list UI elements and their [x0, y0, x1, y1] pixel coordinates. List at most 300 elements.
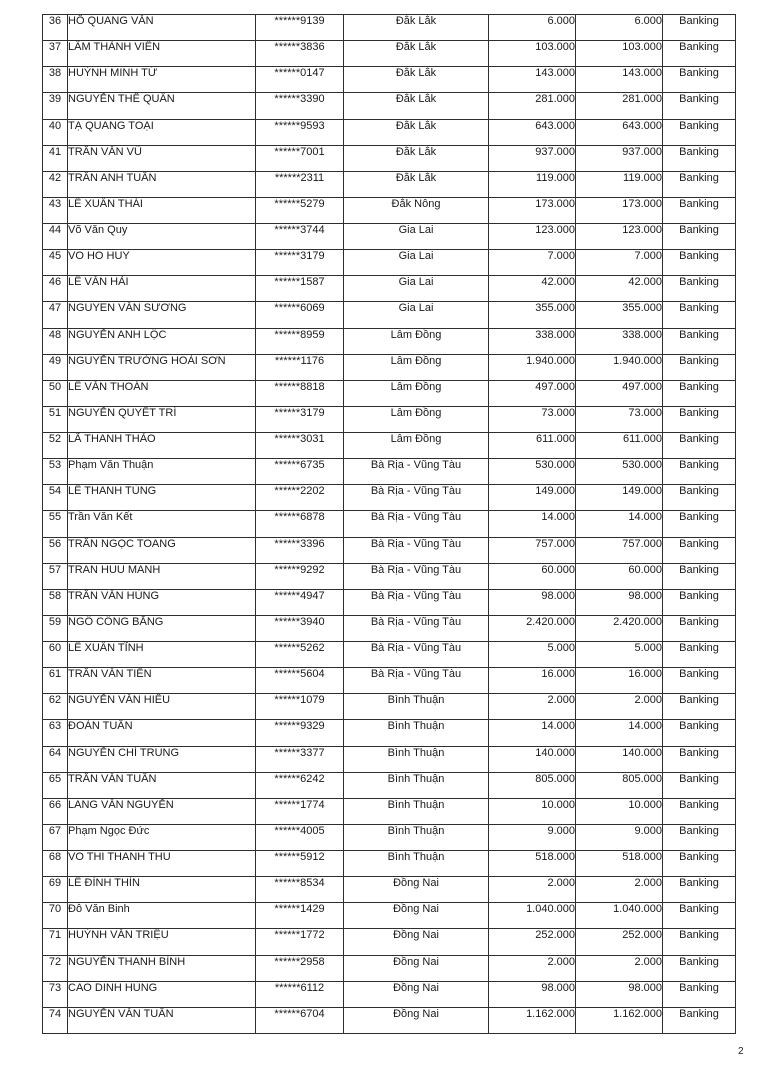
- amount-confirmed-cell: 73.000: [576, 406, 663, 432]
- payment-method-cell: Banking: [663, 903, 736, 929]
- amount-cell: 2.000: [489, 877, 576, 903]
- masked-account-cell: ******2311: [256, 171, 344, 197]
- amount-cell: 518.000: [489, 851, 576, 877]
- payment-method-cell: Banking: [663, 250, 736, 276]
- row-number-cell: 48: [43, 328, 68, 354]
- province-cell: Đồng Nai: [344, 1007, 489, 1033]
- masked-account-cell: ******0147: [256, 67, 344, 93]
- row-number-cell: 46: [43, 276, 68, 302]
- amount-confirmed-cell: 6.000: [576, 15, 663, 41]
- amount-cell: 6.000: [489, 15, 576, 41]
- row-number-cell: 67: [43, 824, 68, 850]
- amount-cell: 611.000: [489, 433, 576, 459]
- province-cell: Đồng Nai: [344, 955, 489, 981]
- row-number-cell: 45: [43, 250, 68, 276]
- province-cell: Lâm Đồng: [344, 406, 489, 432]
- donor-name-cell: TRAN HUU MANH: [68, 563, 256, 589]
- amount-confirmed-cell: 140.000: [576, 746, 663, 772]
- amount-confirmed-cell: 2.000: [576, 955, 663, 981]
- table-row: [43, 354, 736, 380]
- donor-name-cell: NGUYỄN THẾ QUÂN: [68, 93, 256, 119]
- donor-name-cell: TRẦN VĂN HÙNG: [68, 589, 256, 615]
- amount-cell: 338.000: [489, 328, 576, 354]
- row-number-cell: 50: [43, 380, 68, 406]
- donor-name-cell: TRẦN VĂN TIẾN: [68, 668, 256, 694]
- amount-cell: 16.000: [489, 668, 576, 694]
- amount-cell: 173.000: [489, 197, 576, 223]
- amount-confirmed-cell: 1.162.000: [576, 1007, 663, 1033]
- payment-method-cell: Banking: [663, 459, 736, 485]
- table-row: [43, 824, 736, 850]
- payment-method-cell: Banking: [663, 955, 736, 981]
- table-row: [43, 877, 736, 903]
- table-row: [43, 224, 736, 250]
- payment-method-cell: Banking: [663, 328, 736, 354]
- masked-account-cell: ******8818: [256, 380, 344, 406]
- payment-method-cell: Banking: [663, 589, 736, 615]
- payment-method-cell: Banking: [663, 406, 736, 432]
- table-row: [43, 511, 736, 537]
- amount-cell: 1.040.000: [489, 903, 576, 929]
- masked-account-cell: ******1429: [256, 903, 344, 929]
- payment-method-cell: Banking: [663, 485, 736, 511]
- amount-confirmed-cell: 16.000: [576, 668, 663, 694]
- province-cell: Bà Rịa - Vũng Tàu: [344, 511, 489, 537]
- amount-confirmed-cell: 1.940.000: [576, 354, 663, 380]
- donor-name-cell: Võ Văn Quy: [68, 224, 256, 250]
- row-number-cell: 71: [43, 929, 68, 955]
- masked-account-cell: ******4947: [256, 589, 344, 615]
- province-cell: Bà Rịa - Vũng Tàu: [344, 537, 489, 563]
- payment-method-cell: Banking: [663, 41, 736, 67]
- amount-confirmed-cell: 643.000: [576, 119, 663, 145]
- payment-method-cell: Banking: [663, 197, 736, 223]
- amount-cell: 10.000: [489, 798, 576, 824]
- amount-confirmed-cell: 9.000: [576, 824, 663, 850]
- row-number-cell: 73: [43, 981, 68, 1007]
- masked-account-cell: ******2202: [256, 485, 344, 511]
- row-number-cell: 42: [43, 171, 68, 197]
- amount-confirmed-cell: 98.000: [576, 589, 663, 615]
- amount-confirmed-cell: 173.000: [576, 197, 663, 223]
- payment-method-cell: Banking: [663, 433, 736, 459]
- donor-name-cell: TRẦN ANH TUẤN: [68, 171, 256, 197]
- masked-account-cell: ******6735: [256, 459, 344, 485]
- province-cell: Bình Thuận: [344, 772, 489, 798]
- donor-name-cell: LÊ VĂN THOÁN: [68, 380, 256, 406]
- amount-cell: 757.000: [489, 537, 576, 563]
- row-number-cell: 47: [43, 302, 68, 328]
- payment-method-cell: Banking: [663, 537, 736, 563]
- amount-cell: 530.000: [489, 459, 576, 485]
- amount-cell: 14.000: [489, 511, 576, 537]
- payment-method-cell: Banking: [663, 851, 736, 877]
- province-cell: Đồng Nai: [344, 981, 489, 1007]
- donor-name-cell: NGUYỄN THANH BÌNH: [68, 955, 256, 981]
- amount-confirmed-cell: 60.000: [576, 563, 663, 589]
- payment-method-cell: Banking: [663, 93, 736, 119]
- row-number-cell: 61: [43, 668, 68, 694]
- row-number-cell: 39: [43, 93, 68, 119]
- row-number-cell: 57: [43, 563, 68, 589]
- province-cell: Bình Thuận: [344, 798, 489, 824]
- row-number-cell: 64: [43, 746, 68, 772]
- table-row: [43, 981, 736, 1007]
- payment-method-cell: Banking: [663, 119, 736, 145]
- masked-account-cell: ******3179: [256, 406, 344, 432]
- masked-account-cell: ******6878: [256, 511, 344, 537]
- row-number-cell: 40: [43, 119, 68, 145]
- amount-confirmed-cell: 338.000: [576, 328, 663, 354]
- row-number-cell: 44: [43, 224, 68, 250]
- table-row: [43, 171, 736, 197]
- amount-cell: 252.000: [489, 929, 576, 955]
- payment-method-cell: Banking: [663, 877, 736, 903]
- province-cell: Bà Rịa - Vũng Tàu: [344, 459, 489, 485]
- donor-name-cell: VO THI THANH THU: [68, 851, 256, 877]
- payment-method-cell: Banking: [663, 824, 736, 850]
- donor-name-cell: LÊ XUÂN THÁI: [68, 197, 256, 223]
- donor-name-cell: HỒ QUANG VĂN: [68, 15, 256, 41]
- amount-cell: 60.000: [489, 563, 576, 589]
- masked-account-cell: ******3836: [256, 41, 344, 67]
- province-cell: Bình Thuận: [344, 746, 489, 772]
- amount-cell: 281.000: [489, 93, 576, 119]
- table-row: [43, 929, 736, 955]
- province-cell: Bà Rịa - Vũng Tàu: [344, 668, 489, 694]
- amount-cell: 2.000: [489, 694, 576, 720]
- table-row: [43, 746, 736, 772]
- amount-cell: 2.420.000: [489, 615, 576, 641]
- amount-confirmed-cell: 757.000: [576, 537, 663, 563]
- masked-account-cell: ******3179: [256, 250, 344, 276]
- donor-name-cell: NGÔ CÔNG BẰNG: [68, 615, 256, 641]
- payment-method-cell: Banking: [663, 67, 736, 93]
- amount-cell: 355.000: [489, 302, 576, 328]
- table-row: [43, 119, 736, 145]
- province-cell: Bà Rịa - Vũng Tàu: [344, 615, 489, 641]
- amount-cell: 9.000: [489, 824, 576, 850]
- row-number-cell: 60: [43, 642, 68, 668]
- payment-method-cell: Banking: [663, 15, 736, 41]
- row-number-cell: 69: [43, 877, 68, 903]
- table-row: [43, 772, 736, 798]
- row-number-cell: 36: [43, 15, 68, 41]
- row-number-cell: 68: [43, 851, 68, 877]
- payment-method-cell: Banking: [663, 746, 736, 772]
- province-cell: Đắk Lắk: [344, 93, 489, 119]
- amount-confirmed-cell: 42.000: [576, 276, 663, 302]
- masked-account-cell: ******1079: [256, 694, 344, 720]
- payment-method-cell: Banking: [663, 668, 736, 694]
- amount-confirmed-cell: 7.000: [576, 250, 663, 276]
- amount-confirmed-cell: 98.000: [576, 981, 663, 1007]
- amount-confirmed-cell: 518.000: [576, 851, 663, 877]
- donor-name-cell: Đỗ Văn Binh: [68, 903, 256, 929]
- amount-confirmed-cell: 5.000: [576, 642, 663, 668]
- donor-name-cell: TRẦN VĂN TUẤN: [68, 772, 256, 798]
- row-number-cell: 49: [43, 354, 68, 380]
- row-number-cell: 70: [43, 903, 68, 929]
- donor-table: [42, 14, 736, 1034]
- table-row: [43, 589, 736, 615]
- masked-account-cell: ******3031: [256, 433, 344, 459]
- table-row: [43, 433, 736, 459]
- province-cell: Đắk Lắk: [344, 67, 489, 93]
- donor-name-cell: CAO DINH HUNG: [68, 981, 256, 1007]
- payment-method-cell: Banking: [663, 171, 736, 197]
- masked-account-cell: ******8959: [256, 328, 344, 354]
- payment-method-cell: Banking: [663, 145, 736, 171]
- donor-name-cell: NGUYỄN VĂN HIẾU: [68, 694, 256, 720]
- amount-confirmed-cell: 252.000: [576, 929, 663, 955]
- donor-name-cell: VO HO HUY: [68, 250, 256, 276]
- donor-name-cell: NGUYỄN QUYẾT TRÍ: [68, 406, 256, 432]
- masked-account-cell: ******6069: [256, 302, 344, 328]
- masked-account-cell: ******2958: [256, 955, 344, 981]
- masked-account-cell: ******1176: [256, 354, 344, 380]
- donor-name-cell: NGUYỄN VĂN TUẤN: [68, 1007, 256, 1033]
- row-number-cell: 58: [43, 589, 68, 615]
- payment-method-cell: Banking: [663, 380, 736, 406]
- table-row: [43, 668, 736, 694]
- amount-confirmed-cell: 355.000: [576, 302, 663, 328]
- payment-method-cell: Banking: [663, 511, 736, 537]
- row-number-cell: 53: [43, 459, 68, 485]
- province-cell: Gia Lai: [344, 250, 489, 276]
- row-number-cell: 72: [43, 955, 68, 981]
- masked-account-cell: ******1774: [256, 798, 344, 824]
- table-row: [43, 851, 736, 877]
- payment-method-cell: Banking: [663, 929, 736, 955]
- donor-name-cell: TRẦN VĂN VŨ: [68, 145, 256, 171]
- amount-cell: 119.000: [489, 171, 576, 197]
- amount-cell: 805.000: [489, 772, 576, 798]
- donor-name-cell: LÃ THANH THẢO: [68, 433, 256, 459]
- donor-name-cell: Trần Văn Kết: [68, 511, 256, 537]
- amount-cell: 643.000: [489, 119, 576, 145]
- row-number-cell: 74: [43, 1007, 68, 1033]
- masked-account-cell: ******3744: [256, 224, 344, 250]
- row-number-cell: 63: [43, 720, 68, 746]
- amount-confirmed-cell: 149.000: [576, 485, 663, 511]
- donor-name-cell: LÊ XUÂN TĨNH: [68, 642, 256, 668]
- table-row: [43, 537, 736, 563]
- table-row: [43, 1007, 736, 1033]
- table-row: [43, 67, 736, 93]
- payment-method-cell: Banking: [663, 694, 736, 720]
- donor-name-cell: TẠ QUANG TOẠI: [68, 119, 256, 145]
- row-number-cell: 37: [43, 41, 68, 67]
- amount-cell: 2.000: [489, 955, 576, 981]
- amount-confirmed-cell: 1.040.000: [576, 903, 663, 929]
- amount-confirmed-cell: 497.000: [576, 380, 663, 406]
- masked-account-cell: ******3390: [256, 93, 344, 119]
- masked-account-cell: ******9139: [256, 15, 344, 41]
- payment-method-cell: Banking: [663, 720, 736, 746]
- masked-account-cell: ******5279: [256, 197, 344, 223]
- amount-cell: 937.000: [489, 145, 576, 171]
- table-row: [43, 720, 736, 746]
- table-row: [43, 41, 736, 67]
- amount-cell: 497.000: [489, 380, 576, 406]
- table-row: [43, 250, 736, 276]
- row-number-cell: 52: [43, 433, 68, 459]
- amount-confirmed-cell: 530.000: [576, 459, 663, 485]
- donor-name-cell: NGUYỄN TRƯỜNG HOÀI SƠN: [68, 354, 256, 380]
- province-cell: Lâm Đồng: [344, 354, 489, 380]
- amount-confirmed-cell: 143.000: [576, 67, 663, 93]
- donor-name-cell: Phạm Ngọc Đức: [68, 824, 256, 850]
- amount-cell: 98.000: [489, 981, 576, 1007]
- donor-name-cell: ĐOÀN TUẤN: [68, 720, 256, 746]
- amount-confirmed-cell: 2.420.000: [576, 615, 663, 641]
- donor-name-cell: NGUYỄN ANH LỘC: [68, 328, 256, 354]
- amount-cell: 149.000: [489, 485, 576, 511]
- masked-account-cell: ******9593: [256, 119, 344, 145]
- amount-cell: 1.162.000: [489, 1007, 576, 1033]
- amount-confirmed-cell: 611.000: [576, 433, 663, 459]
- table-row: [43, 145, 736, 171]
- masked-account-cell: ******6242: [256, 772, 344, 798]
- table-row: [43, 955, 736, 981]
- masked-account-cell: ******1772: [256, 929, 344, 955]
- payment-method-cell: Banking: [663, 615, 736, 641]
- page-number: 2: [738, 1046, 744, 1057]
- province-cell: Lâm Đồng: [344, 328, 489, 354]
- payment-method-cell: Banking: [663, 224, 736, 250]
- table-row: [43, 93, 736, 119]
- masked-account-cell: ******3377: [256, 746, 344, 772]
- payment-method-cell: Banking: [663, 981, 736, 1007]
- province-cell: Đắk Lắk: [344, 119, 489, 145]
- table-row: [43, 694, 736, 720]
- amount-cell: 42.000: [489, 276, 576, 302]
- province-cell: Bà Rịa - Vũng Tàu: [344, 642, 489, 668]
- table-row: [43, 328, 736, 354]
- province-cell: Bình Thuận: [344, 694, 489, 720]
- row-number-cell: 59: [43, 615, 68, 641]
- row-number-cell: 43: [43, 197, 68, 223]
- donor-name-cell: LÊ VĂN HẢI: [68, 276, 256, 302]
- donor-name-cell: Phạm Văn Thuận: [68, 459, 256, 485]
- payment-method-cell: Banking: [663, 1007, 736, 1033]
- province-cell: Bà Rịa - Vũng Tàu: [344, 563, 489, 589]
- table-row: [43, 302, 736, 328]
- amount-confirmed-cell: 103.000: [576, 41, 663, 67]
- amount-confirmed-cell: 2.000: [576, 877, 663, 903]
- province-cell: Lâm Đồng: [344, 380, 489, 406]
- row-number-cell: 38: [43, 67, 68, 93]
- amount-confirmed-cell: 14.000: [576, 720, 663, 746]
- province-cell: Bà Rịa - Vũng Tàu: [344, 589, 489, 615]
- table-row: [43, 276, 736, 302]
- table-row: [43, 485, 736, 511]
- masked-account-cell: ******9292: [256, 563, 344, 589]
- province-cell: Đồng Nai: [344, 877, 489, 903]
- amount-cell: 14.000: [489, 720, 576, 746]
- donor-name-cell: LÂM THÀNH VIÊN: [68, 41, 256, 67]
- table-row: [43, 615, 736, 641]
- masked-account-cell: ******3396: [256, 537, 344, 563]
- payment-method-cell: Banking: [663, 563, 736, 589]
- payment-method-cell: Banking: [663, 276, 736, 302]
- province-cell: Đắk Lắk: [344, 41, 489, 67]
- donor-name-cell: TRẦN NGỌC TOANG: [68, 537, 256, 563]
- amount-cell: 143.000: [489, 67, 576, 93]
- donor-name-cell: LANG VĂN NGUYỄN: [68, 798, 256, 824]
- masked-account-cell: ******7001: [256, 145, 344, 171]
- province-cell: Đồng Nai: [344, 929, 489, 955]
- province-cell: Lâm Đồng: [344, 433, 489, 459]
- payment-method-cell: Banking: [663, 302, 736, 328]
- table-row: [43, 798, 736, 824]
- table-row: [43, 459, 736, 485]
- amount-confirmed-cell: 2.000: [576, 694, 663, 720]
- amount-confirmed-cell: 10.000: [576, 798, 663, 824]
- row-number-cell: 62: [43, 694, 68, 720]
- masked-account-cell: ******6112: [256, 981, 344, 1007]
- province-cell: Đồng Nai: [344, 903, 489, 929]
- masked-account-cell: ******9329: [256, 720, 344, 746]
- province-cell: Đắk Lắk: [344, 145, 489, 171]
- donor-name-cell: HUỲNH MINH TỨ: [68, 67, 256, 93]
- donor-name-cell: NGUYEN VĂN SƯƠNG: [68, 302, 256, 328]
- amount-cell: 103.000: [489, 41, 576, 67]
- payment-method-cell: Banking: [663, 798, 736, 824]
- province-cell: Đắk Nông: [344, 197, 489, 223]
- amount-cell: 123.000: [489, 224, 576, 250]
- amount-confirmed-cell: 937.000: [576, 145, 663, 171]
- province-cell: Bà Rịa - Vũng Tàu: [344, 485, 489, 511]
- row-number-cell: 56: [43, 537, 68, 563]
- masked-account-cell: ******5912: [256, 851, 344, 877]
- province-cell: Gia Lai: [344, 302, 489, 328]
- table-row: [43, 15, 736, 41]
- amount-confirmed-cell: 805.000: [576, 772, 663, 798]
- province-cell: Gia Lai: [344, 276, 489, 302]
- row-number-cell: 66: [43, 798, 68, 824]
- amount-cell: 98.000: [489, 589, 576, 615]
- province-cell: Gia Lai: [344, 224, 489, 250]
- masked-account-cell: ******5604: [256, 668, 344, 694]
- donor-name-cell: LÊ THANH TÙNG: [68, 485, 256, 511]
- province-cell: Đắk Lắk: [344, 171, 489, 197]
- amount-confirmed-cell: 14.000: [576, 511, 663, 537]
- amount-cell: 7.000: [489, 250, 576, 276]
- row-number-cell: 51: [43, 406, 68, 432]
- province-cell: Bình Thuận: [344, 824, 489, 850]
- table-row: [43, 903, 736, 929]
- payment-method-cell: Banking: [663, 642, 736, 668]
- masked-account-cell: ******6704: [256, 1007, 344, 1033]
- amount-confirmed-cell: 119.000: [576, 171, 663, 197]
- amount-cell: 1.940.000: [489, 354, 576, 380]
- amount-cell: 5.000: [489, 642, 576, 668]
- province-cell: Bình Thuận: [344, 720, 489, 746]
- masked-account-cell: ******3940: [256, 615, 344, 641]
- table-row: [43, 563, 736, 589]
- table-row: [43, 406, 736, 432]
- masked-account-cell: ******5262: [256, 642, 344, 668]
- amount-confirmed-cell: 123.000: [576, 224, 663, 250]
- table-row: [43, 380, 736, 406]
- donor-table-body: [43, 15, 736, 1034]
- row-number-cell: 54: [43, 485, 68, 511]
- masked-account-cell: ******1587: [256, 276, 344, 302]
- amount-confirmed-cell: 281.000: [576, 93, 663, 119]
- donor-name-cell: HUỲNH VĂN TRIỆU: [68, 929, 256, 955]
